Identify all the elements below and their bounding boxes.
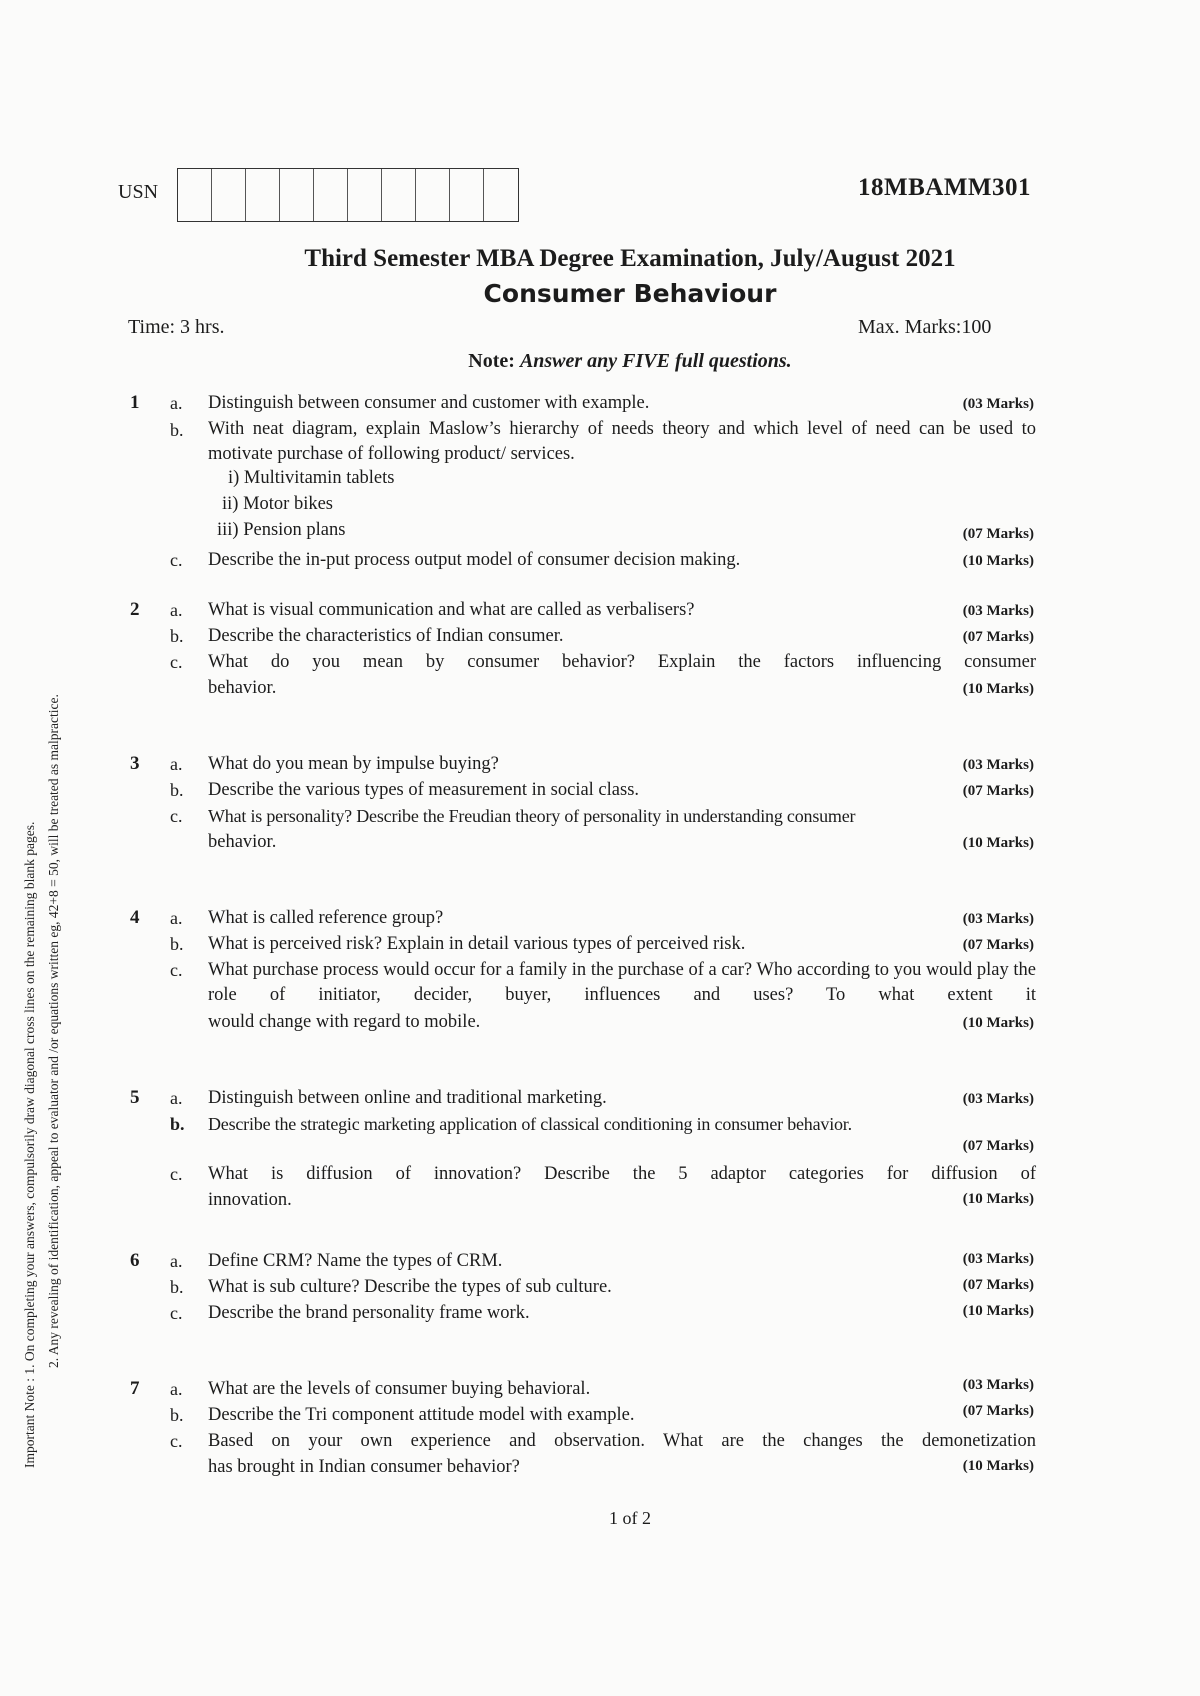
max-marks: Max. Marks:100 xyxy=(858,316,992,338)
question-text: Distinguish between online and traditional marketing. xyxy=(208,1088,607,1108)
marks: (07 Marks) xyxy=(962,1138,1034,1154)
marks: (03 Marks) xyxy=(962,911,1034,927)
question-number: 7 xyxy=(130,1378,140,1399)
note-text: Answer any FIVE full questions. xyxy=(519,350,792,372)
note-prefix: Note: xyxy=(468,350,515,372)
usn-box xyxy=(484,169,518,221)
question-number: 2 xyxy=(130,599,140,620)
question-text: What do you mean by impulse buying? xyxy=(208,754,499,774)
question-text: Define CRM? Name the types of CRM. xyxy=(208,1251,503,1271)
question-text: What purchase process would occur for a family in the purchase of a car? Who according to you would play the role of initiator, decider, buyer, influences and uses? To what extent it xyxy=(208,960,1036,1005)
marks: (07 Marks) xyxy=(962,629,1034,645)
marks: (07 Marks) xyxy=(962,783,1034,799)
question-text: With neat diagram, explain Maslow’s hierarchy of needs theory and which level of need can be used to motivate purchase of following product/ services. xyxy=(208,419,1036,464)
question-text-cont: innovation. xyxy=(208,1190,292,1210)
question-text-cont: behavior. xyxy=(208,678,277,698)
usn-box xyxy=(212,169,246,221)
marks: (03 Marks) xyxy=(962,603,1034,619)
question-text: What do you mean by consumer behavior? Explain the factors influencing consumer xyxy=(208,652,1036,672)
part-label: a. xyxy=(170,1251,183,1271)
part-label: b. xyxy=(170,626,184,646)
question-text: What is called reference group? xyxy=(208,908,444,928)
marks: (10 Marks) xyxy=(962,1303,1034,1319)
usn-box xyxy=(178,169,212,221)
marks: (03 Marks) xyxy=(962,1251,1034,1267)
question-number: 1 xyxy=(130,392,140,413)
part-label: b. xyxy=(170,1277,184,1297)
question-text: What is sub culture? Describe the types of sub culture. xyxy=(208,1277,612,1297)
question-text: Describe the strategic marketing application of classical conditioning in consumer behavior. xyxy=(208,1114,852,1134)
part-label: a. xyxy=(170,908,183,928)
question-number: 3 xyxy=(130,753,140,774)
part-label: b. xyxy=(170,420,184,440)
question-text: What is visual communication and what are called as verbalisers? xyxy=(208,600,695,620)
question-text: What is diffusion of innovation? Describe the 5 adaptor categories for diffusion of xyxy=(208,1164,1036,1184)
marks: (07 Marks) xyxy=(962,1277,1034,1293)
marks: (03 Marks) xyxy=(962,1377,1034,1393)
question-text: Describe the in-put process output model of consumer decision making. xyxy=(208,550,741,570)
usn-box xyxy=(348,169,382,221)
question-text: Describe the brand personality frame work. xyxy=(208,1303,530,1323)
exam-time: Time: 3 hrs. xyxy=(128,316,225,338)
question-text: Describe the Tri component attitude model with example. xyxy=(208,1405,635,1425)
usn-box xyxy=(280,169,314,221)
usn-box xyxy=(416,169,450,221)
question-text-cont: behavior. xyxy=(208,832,277,852)
question-text-cont: has brought in Indian consumer behavior? xyxy=(208,1457,520,1477)
part-label: a. xyxy=(170,1379,183,1399)
question-text: What is personality? Describe the Freudian theory of personality in understanding consumer xyxy=(208,806,856,826)
usn-label: USN xyxy=(118,181,159,203)
part-label: c. xyxy=(170,960,183,980)
marks: (10 Marks) xyxy=(962,835,1034,851)
marks: (10 Marks) xyxy=(962,553,1034,569)
marks: (03 Marks) xyxy=(962,757,1034,773)
marks: (07 Marks) xyxy=(962,1403,1034,1419)
question-text: Describe the various types of measurement in social class. xyxy=(208,780,640,800)
marks: (10 Marks) xyxy=(962,1015,1034,1031)
question-text: What is perceived risk? Explain in detail various types of perceived risk. xyxy=(208,934,746,954)
part-label: a. xyxy=(170,600,183,620)
part-label: c. xyxy=(170,652,183,672)
question-text: Distinguish between consumer and customer with example. xyxy=(208,393,650,413)
question-text-cont: would change with regard to mobile. xyxy=(208,1012,481,1032)
question-number: 4 xyxy=(130,907,140,928)
marks: (03 Marks) xyxy=(962,1091,1034,1107)
usn-box xyxy=(382,169,416,221)
usn-box xyxy=(450,169,484,221)
marks: (07 Marks) xyxy=(962,937,1034,953)
part-label: c. xyxy=(170,806,183,826)
course-code: 18MBAMM301 xyxy=(858,174,1032,201)
usn-boxes xyxy=(177,168,519,222)
part-label: a. xyxy=(170,393,183,413)
part-label: c. xyxy=(170,550,183,570)
question-text: What are the levels of consumer buying behavioral. xyxy=(208,1379,591,1399)
exam-title: Third Semester MBA Degree Examination, July/August 2021 xyxy=(304,245,956,272)
side-note-line-1: Important Note : 1. On completing your answers, compulsorily draw diagonal cross lines on the remaining blank pages. xyxy=(22,821,37,1468)
marks: (07 Marks) xyxy=(962,526,1034,542)
question-number: 5 xyxy=(130,1087,140,1108)
part-label: c. xyxy=(170,1164,183,1184)
page-number: 1 of 2 xyxy=(609,1508,651,1528)
marks: (03 Marks) xyxy=(962,396,1034,412)
part-label: c. xyxy=(170,1431,183,1451)
usn-box xyxy=(246,169,280,221)
marks: (10 Marks) xyxy=(962,1191,1034,1207)
marks: (10 Marks) xyxy=(962,1458,1034,1474)
question-text: Describe the characteristics of Indian consumer. xyxy=(208,626,564,646)
part-label: b. xyxy=(170,1114,185,1134)
part-label: b. xyxy=(170,934,184,954)
question-text: Based on your own experience and observation. What are the changes the demonetization xyxy=(208,1431,1036,1451)
part-label: b. xyxy=(170,780,184,800)
side-note xyxy=(18,268,78,1468)
sub-item: i) Multivitamin tablets xyxy=(228,468,395,488)
sub-item: iii) Pension plans xyxy=(217,520,346,540)
part-label: a. xyxy=(170,754,183,774)
instructions-note xyxy=(0,350,1200,373)
marks: (10 Marks) xyxy=(962,681,1034,697)
part-label: a. xyxy=(170,1088,183,1108)
part-label: b. xyxy=(170,1405,184,1425)
part-label: c. xyxy=(170,1303,183,1323)
subject-title: Consumer Behaviour xyxy=(483,279,777,308)
question-number: 6 xyxy=(130,1250,140,1271)
sub-item: ii) Motor bikes xyxy=(222,494,333,514)
usn-box xyxy=(314,169,348,221)
side-note-line-2: 2. Any revealing of identification, appeal to evaluator and /or equations written eg, 42+8 = 50, will be treated as malpractice. xyxy=(46,694,61,1368)
